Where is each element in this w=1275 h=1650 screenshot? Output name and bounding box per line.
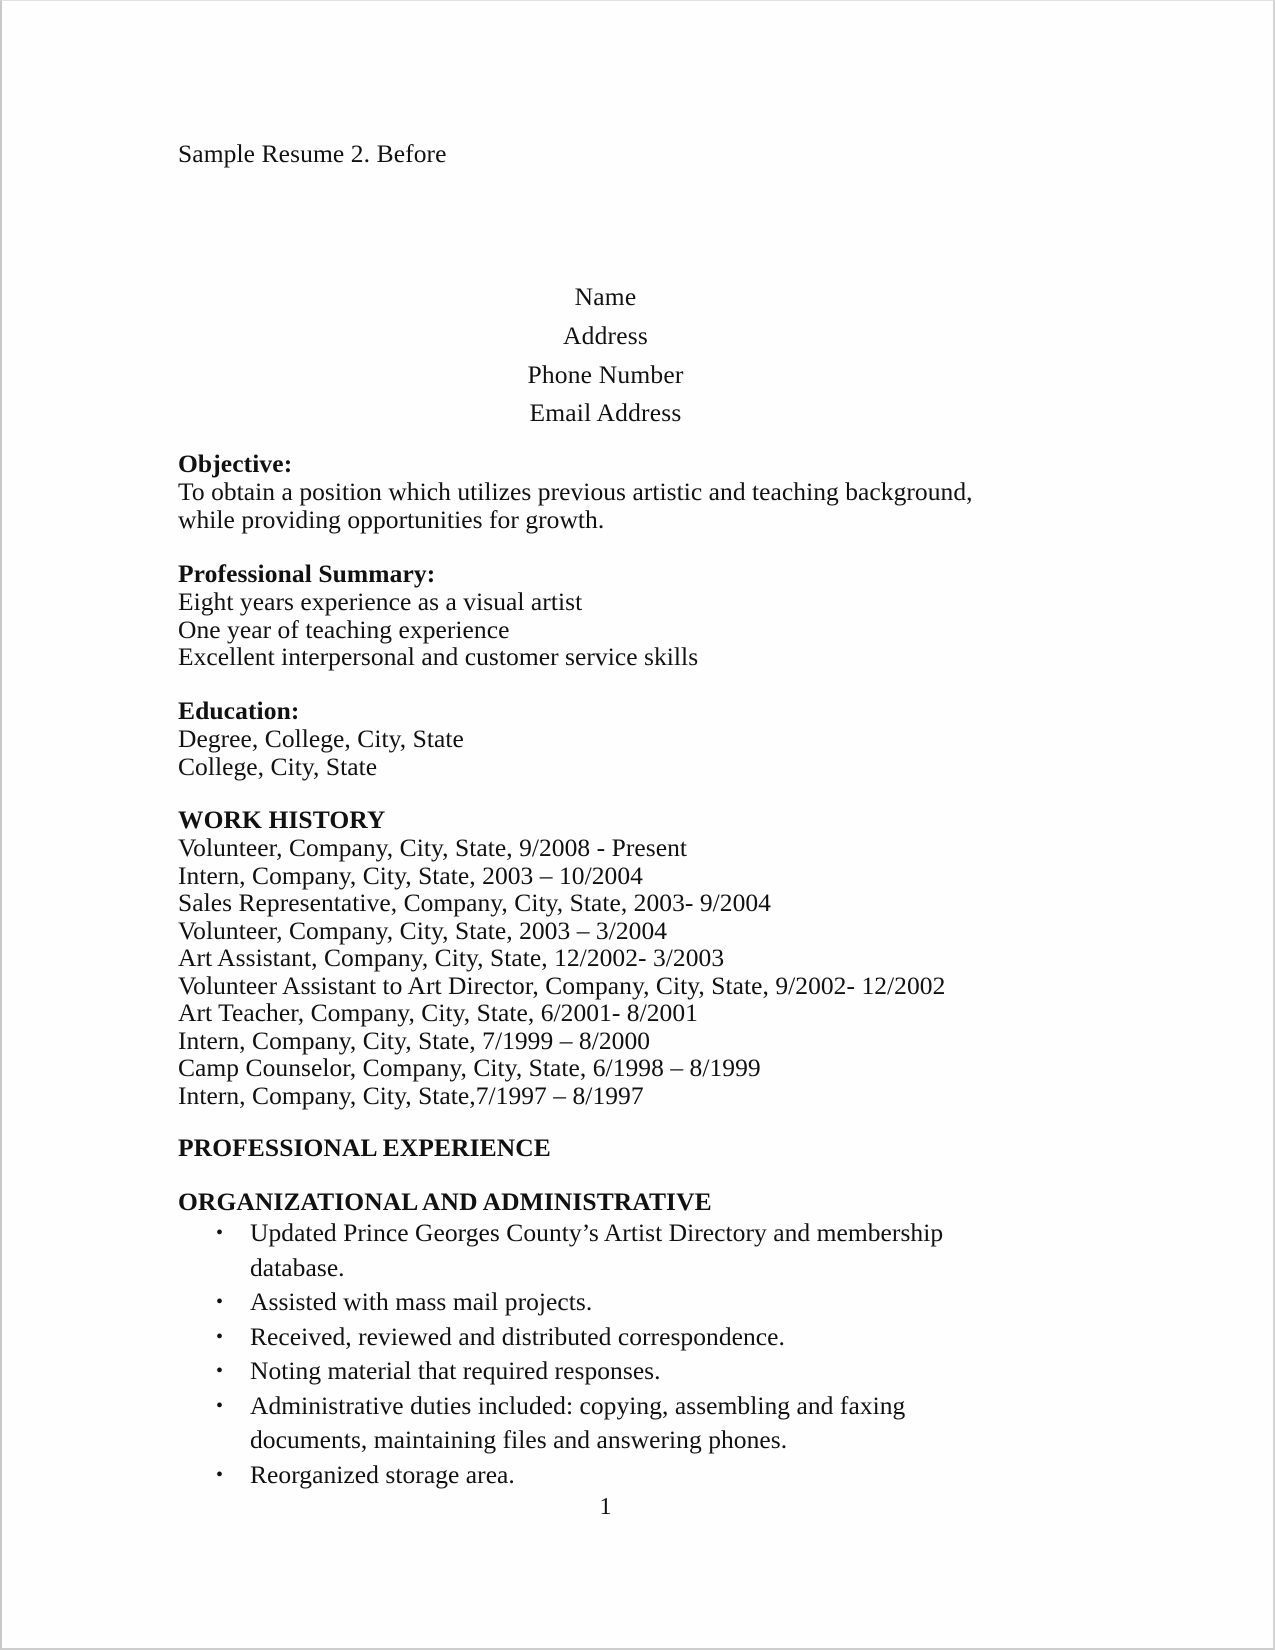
- section-work-history: [178, 806, 1033, 1109]
- professional-experience-heading: PROFESSIONAL EXPERIENCE: [178, 1133, 551, 1162]
- list-item-text: Received, reviewed and distributed correspondence.: [250, 1321, 785, 1351]
- contact-address: Address: [563, 320, 648, 350]
- list-item-text: Noting material that required responses.: [250, 1356, 661, 1385]
- document-title: Sample Resume 2. Before: [178, 139, 447, 168]
- organizational-administrative-bullet-list: [178, 1216, 1033, 1492]
- section-organizational-administrative: [178, 1188, 1033, 1492]
- list-item-text: Assisted with mass mail projects.: [250, 1287, 593, 1316]
- page-number: 1: [599, 1494, 612, 1520]
- objective-heading: Objective:: [178, 449, 293, 478]
- bullet-point-icon: •: [216, 1291, 224, 1313]
- work-history-entry: Volunteer, Company, City, State, 2003 – 3/2004: [178, 915, 668, 945]
- list-item-text: Updated Prince Georges County’s Artist Directory and membership database.: [250, 1218, 944, 1282]
- professional-summary-line: One year of teaching experience: [178, 614, 510, 644]
- resume-page: [178, 0, 1033, 1650]
- contact-phone: Phone Number: [527, 359, 684, 389]
- contact-name: Name: [574, 282, 637, 311]
- bullet-point-icon: •: [216, 1360, 224, 1382]
- work-history-entry: Art Assistant, Company, City, State, 12/2002- 3/2003: [178, 943, 725, 972]
- section-professional-summary: [178, 560, 1033, 671]
- work-history-entry: Intern, Company, City, State, 7/1999 – 8/2000: [178, 1025, 651, 1055]
- list-item-text: Reorganized storage area.: [250, 1459, 515, 1489]
- contact-header: [178, 278, 1033, 433]
- professional-summary-line: Excellent interpersonal and customer service skills: [178, 642, 699, 671]
- list-item: [178, 1389, 1033, 1458]
- list-item-text: Administrative duties included: copying, assembling and faxing documents, maintaining files and answering phones.: [250, 1390, 906, 1454]
- list-item: [178, 1320, 1033, 1355]
- professional-summary-line: Eight years experience as a visual artist: [178, 587, 583, 616]
- section-objective: [178, 450, 1033, 533]
- work-history-entry: Intern, Company, City, State,7/1997 – 8/1997: [178, 1080, 644, 1110]
- education-heading: Education:: [178, 696, 300, 725]
- contact-email: Email Address: [529, 398, 682, 428]
- work-history-entry: Art Teacher, Company, City, State, 6/2001- 8/2001: [178, 998, 698, 1027]
- bullet-point-icon: •: [216, 1222, 224, 1244]
- objective-body: To obtain a position which utilizes previous artistic and teaching background, while providing opportunities for growth.: [178, 477, 973, 534]
- professional-summary-heading: Professional Summary:: [178, 559, 436, 588]
- work-history-entry: Volunteer, Company, City, State, 9/2008 - Present: [178, 833, 688, 862]
- work-history-entry: Intern, Company, City, State, 2003 – 10/2004: [178, 860, 643, 890]
- list-item: [178, 1285, 1033, 1320]
- organizational-administrative-heading: ORGANIZATIONAL AND ADMINISTRATIVE: [178, 1187, 712, 1216]
- work-history-entry: Volunteer Assistant to Art Director, Company, City, State, 9/2002- 12/2002: [178, 970, 946, 1000]
- list-item: [178, 1354, 1033, 1389]
- section-education: [178, 697, 1033, 780]
- work-history-entry: Sales Representative, Company, City, State, 2003- 9/2004: [178, 888, 771, 917]
- work-history-entry: Camp Counselor, Company, City, State, 6/1998 – 8/1999: [178, 1053, 761, 1082]
- education-line: College, City, State: [178, 751, 378, 781]
- list-item: [178, 1458, 1033, 1493]
- bullet-point-icon: •: [216, 1394, 224, 1417]
- bullet-point-icon: •: [216, 1463, 224, 1486]
- bullet-point-icon: •: [216, 1325, 224, 1348]
- list-item: [178, 1216, 1033, 1285]
- work-history-heading: WORK HISTORY: [178, 805, 386, 834]
- education-line: Degree, College, City, State: [178, 724, 464, 753]
- section-professional-experience: [178, 1134, 1033, 1162]
